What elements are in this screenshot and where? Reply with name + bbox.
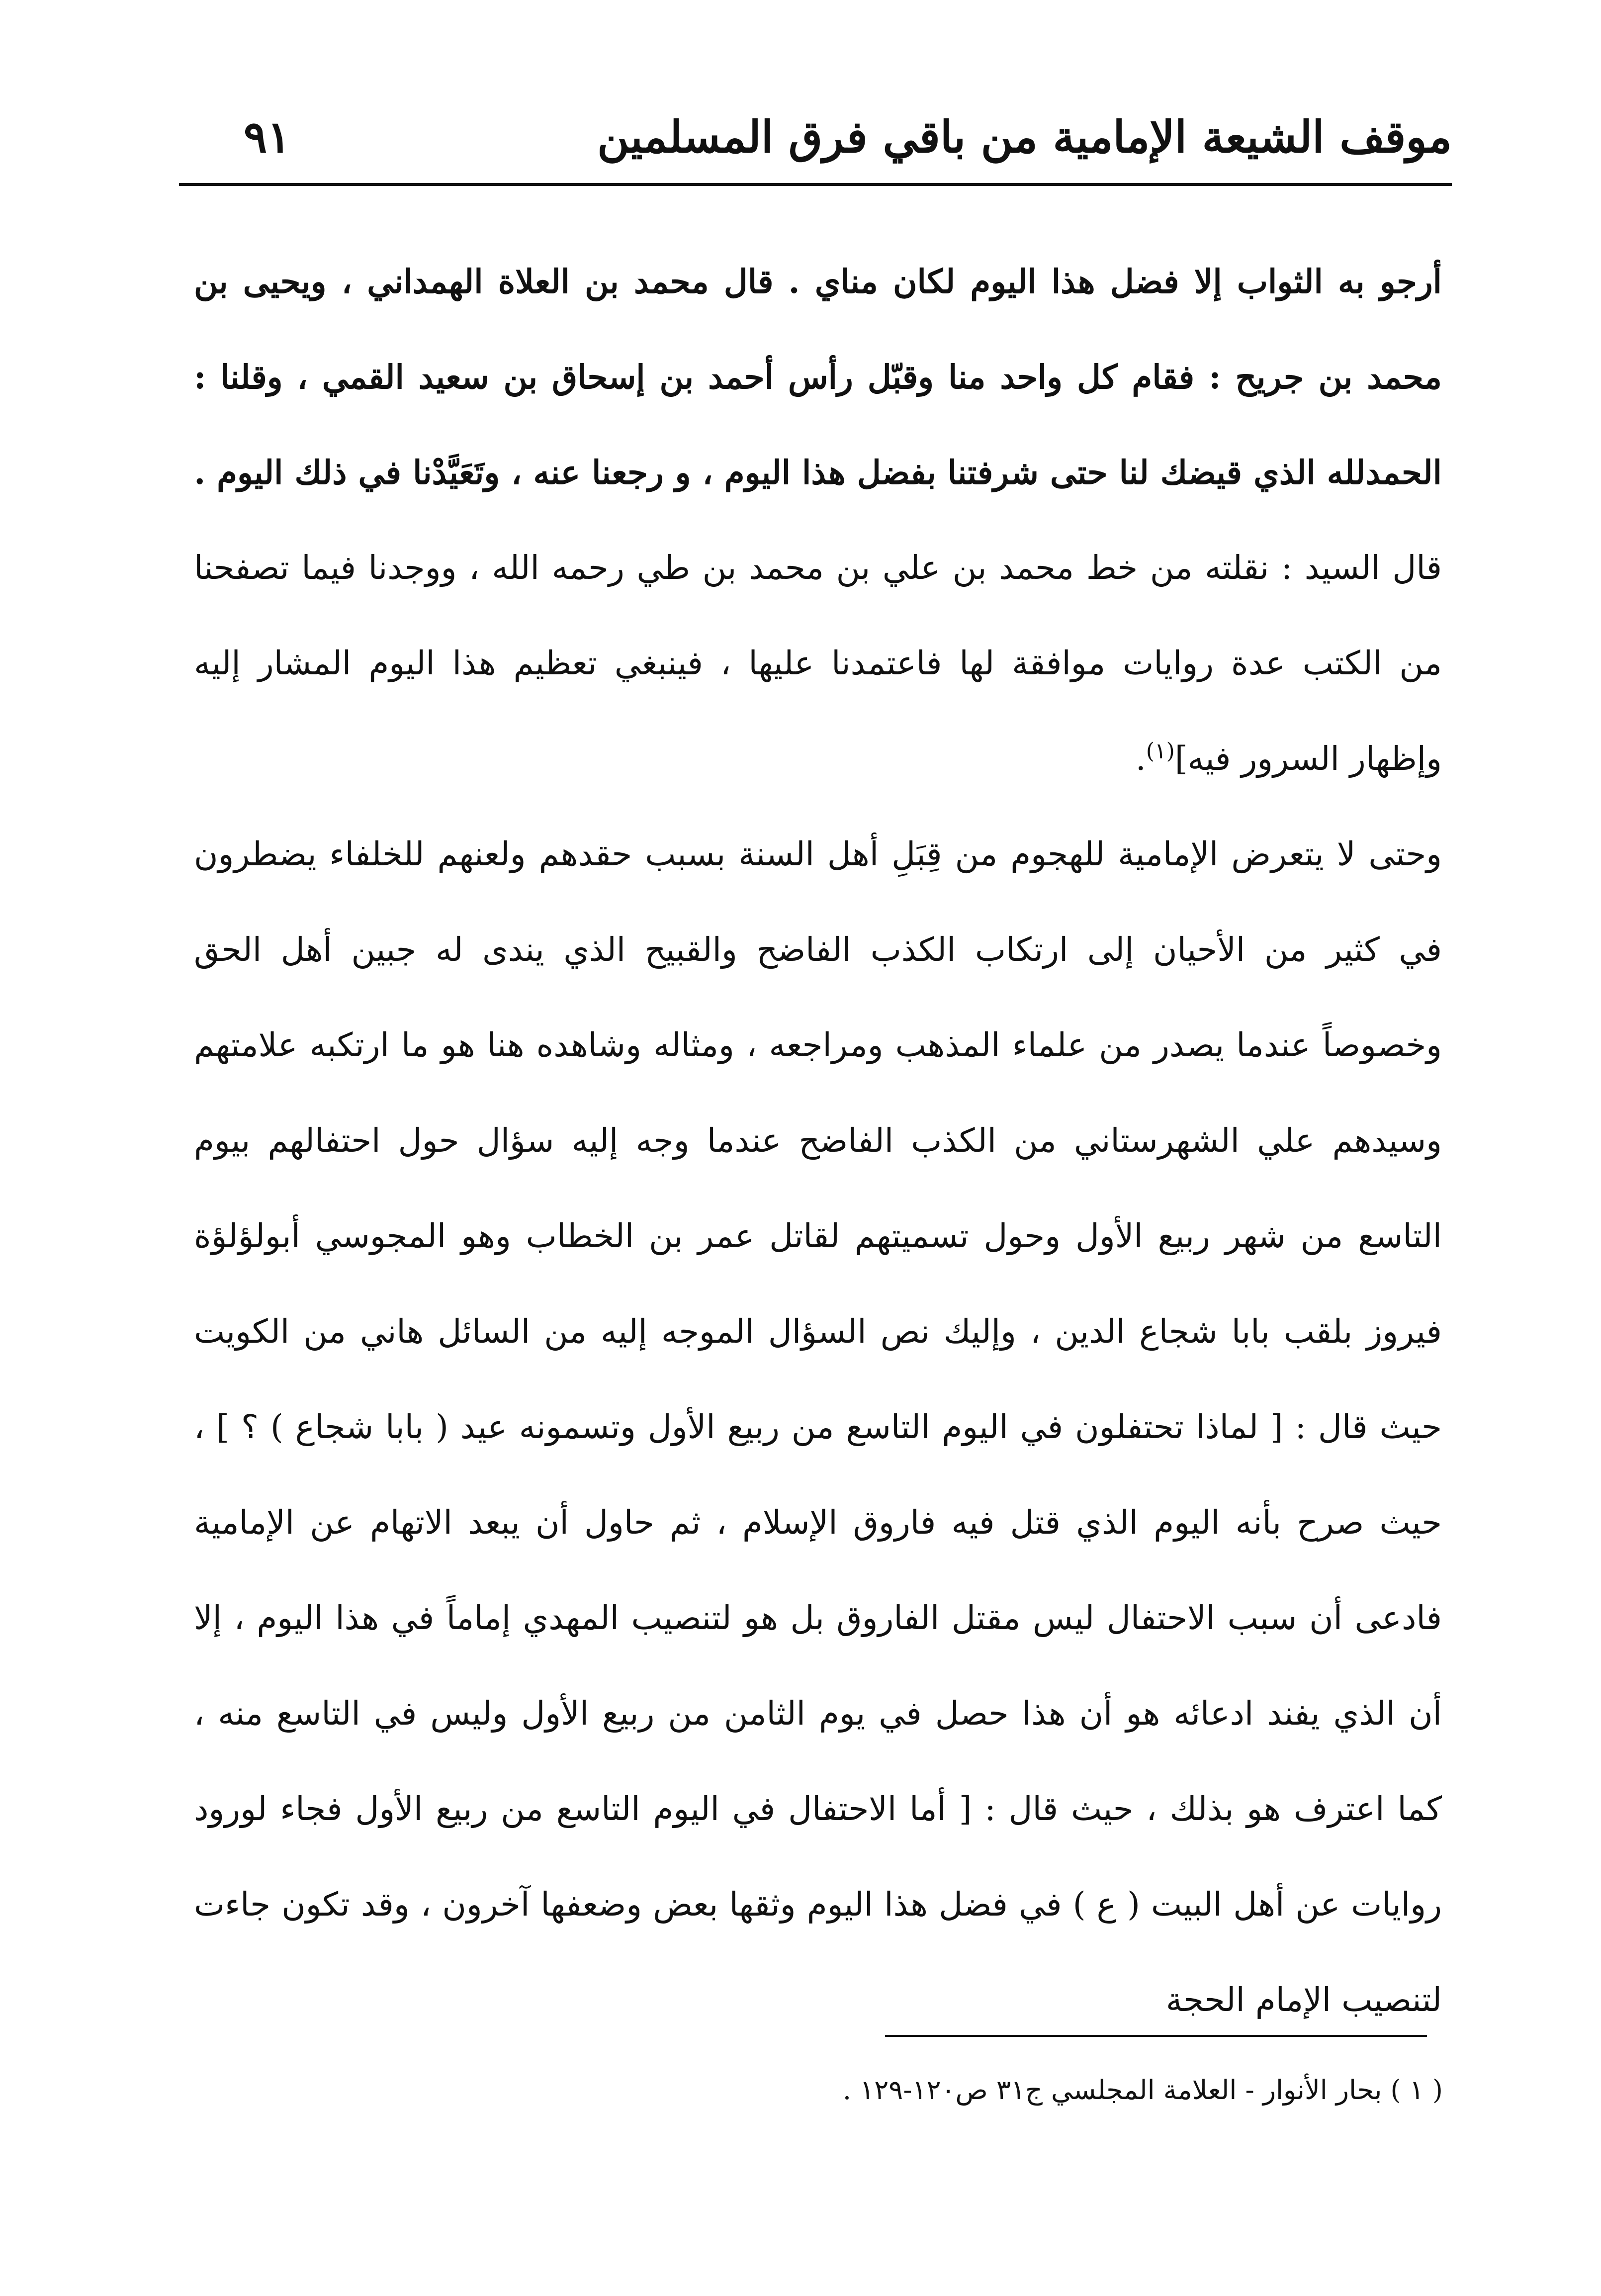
paragraph-sayyid-note	[194, 520, 1442, 807]
paragraph-quote-end: أرجو به الثواب إلا فضل هذا اليوم لكان مناي . قال محمد بن العلاة الهمداني ، ويحيى بن محمد بن جريح : فقام كل واحد منا وقبّل رأس أحمد بن إسحاق بن سعيد القمي ، وقلنا : الحمدلله الذي قيضك لنا حتى شرفتنا بفضل هذا اليوم ، و رجعنا عنه ، وتَعَيَّدْنا في ذلك اليوم .	[194, 262, 1442, 492]
page-number: ٩١	[244, 111, 291, 163]
body-text	[194, 234, 1442, 2048]
header-rule	[179, 183, 1452, 186]
paragraph-main: وحتى لا يتعرض الإمامية للهجوم من قِبَلِ أهل السنة بسبب حقدهم ولعنهم للخلفاء يضطرون في كثير من الأحيان إلى ارتكاب الكذب الفاضح والقبيح الذي يندى له جبين أهل الحق وخصوصاً عندما يصدر من علماء المذهب ومراجعه ، ومثاله وشاهده هنا هو ما ارتكبه علامتهم وسيدهم علي الشهرستاني من الكذب الفاضح عندما وجه إليه سؤال حول احتفالهم بيوم التاسع من شهر ربيع الأول وحول تسميتهم لقاتل عمر بن الخطاب وهو المجوسي أبولؤلؤة فيروز بلقب بابا شجاع الدين ، وإليك نص السؤال الموجه إليه من السائل هاني من الكويت حيث قال : [ لماذا تحتفلون في اليوم التاسع من ربيع الأول وتسمونه عيد ( بابا شجاع ) ؟ ] ، حيث صرح بأنه اليوم الذي قتل فيه فاروق الإسلام ، ثم حاول أن يبعد الاتهام عن الإمامية فادعى أن سبب الاحتفال ليس مقتل الفاروق بل هو لتنصيب المهدي إماماً في هذا اليوم ، إلا أن الذي يفند ادعائه هو أن هذا حصل في يوم الثامن من ربيع الأول وليس في التاسع منه ، كما اعترف هو بذلك ، حيث قال : [ أما الاحتفال في اليوم التاسع من ربيع الأول فجاء لورود روايات عن أهل البيت ( ع ) في فضل هذا اليوم وثقها بعض وضعفها آخرون ، وقد تكون جاءت لتنصيب الإمام الحجة	[194, 835, 1442, 2019]
paragraph-sayyid-text: قال السيد : نقلته من خط محمد بن علي بن محمد بن طي رحمه الله ، ووجدنا فيما تصفحنا من الكتب عدة روايات موافقة لها فاعتمدنا عليها ، فينبغي تعظيم هذا اليوم المشار إليه وإظهار السرور فيه]	[194, 549, 1442, 778]
footnote-rule	[885, 2035, 1427, 2037]
paragraph-sayyid-end: .	[1135, 739, 1146, 778]
footnote-reference: (١)	[1146, 738, 1175, 764]
page-header	[179, 97, 1452, 172]
footnote: ( ١ ) بحار الأنوار - العلامة المجلسي ج٣١ ص١٢٠-١٢٩ .	[842, 2074, 1443, 2106]
running-title: موقف الشيعة الإمامية من باقي فرق المسلمين	[597, 111, 1452, 163]
